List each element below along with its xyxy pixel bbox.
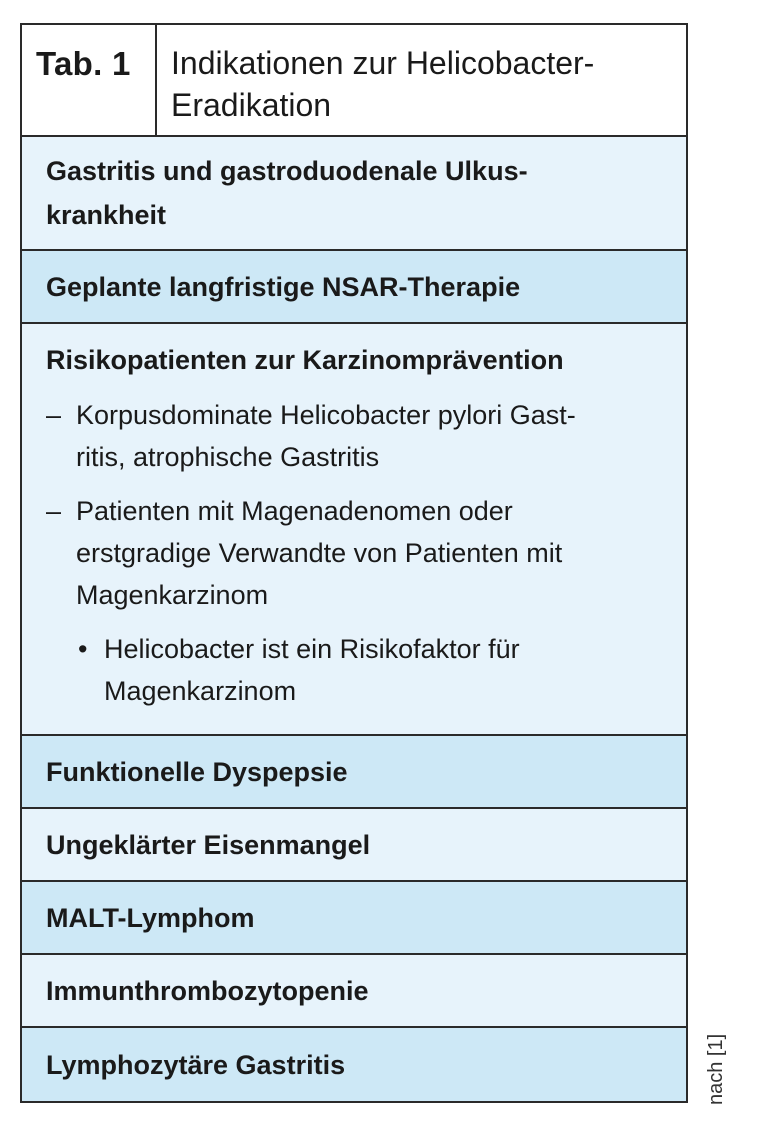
row-title: Geplante langfristige NSAR-Therapie: [46, 271, 521, 302]
indications-table: [20, 23, 688, 1103]
bullet-marker: •: [78, 634, 88, 664]
table-row: [22, 736, 686, 809]
list-item-text: Korpusdominate Helicobacter pylori Gast- ritis, atrophische Gastritis: [76, 400, 576, 472]
table-title: Indikationen zur Helicobacter- Eradikation: [171, 45, 595, 123]
dash-marker: –: [46, 400, 62, 430]
table-row: [22, 955, 686, 1028]
table-number: Tab. 1: [22, 25, 157, 135]
table-row: [22, 251, 686, 324]
dash-marker: –: [46, 496, 62, 526]
table-header: [22, 25, 686, 137]
list-item-text: Patienten mit Magenadenomen oder erstgradige Verwandte von Patienten mit Magenkarzinom: [76, 496, 563, 610]
row-title: MALT-Lymphom: [46, 902, 255, 933]
row-title: Gastritis und gastroduodenale Ulkus- krankheit: [46, 156, 528, 230]
row-title: Immunthrombozytopenie: [46, 975, 369, 1006]
list-item: [46, 490, 662, 616]
table-row: [22, 324, 686, 736]
row-title: Ungeklärter Eisenmangel: [46, 829, 371, 860]
source-note: nach [1]: [705, 1033, 727, 1105]
row-title: Risikopatienten zur Karzinomprävention: [46, 345, 564, 375]
row-title: Funktionelle Dyspepsie: [46, 756, 348, 787]
list-item: [46, 394, 662, 478]
sub-list-item-text: Helicobacter ist ein Risikofaktor für Magenkarzinom: [104, 634, 520, 706]
table-row: [22, 1028, 686, 1101]
sub-list-item: [46, 628, 662, 712]
table-row: [22, 882, 686, 955]
row-title: Lymphozytäre Gastritis: [46, 1049, 346, 1080]
table-row: [22, 809, 686, 882]
table-row: [22, 137, 686, 251]
